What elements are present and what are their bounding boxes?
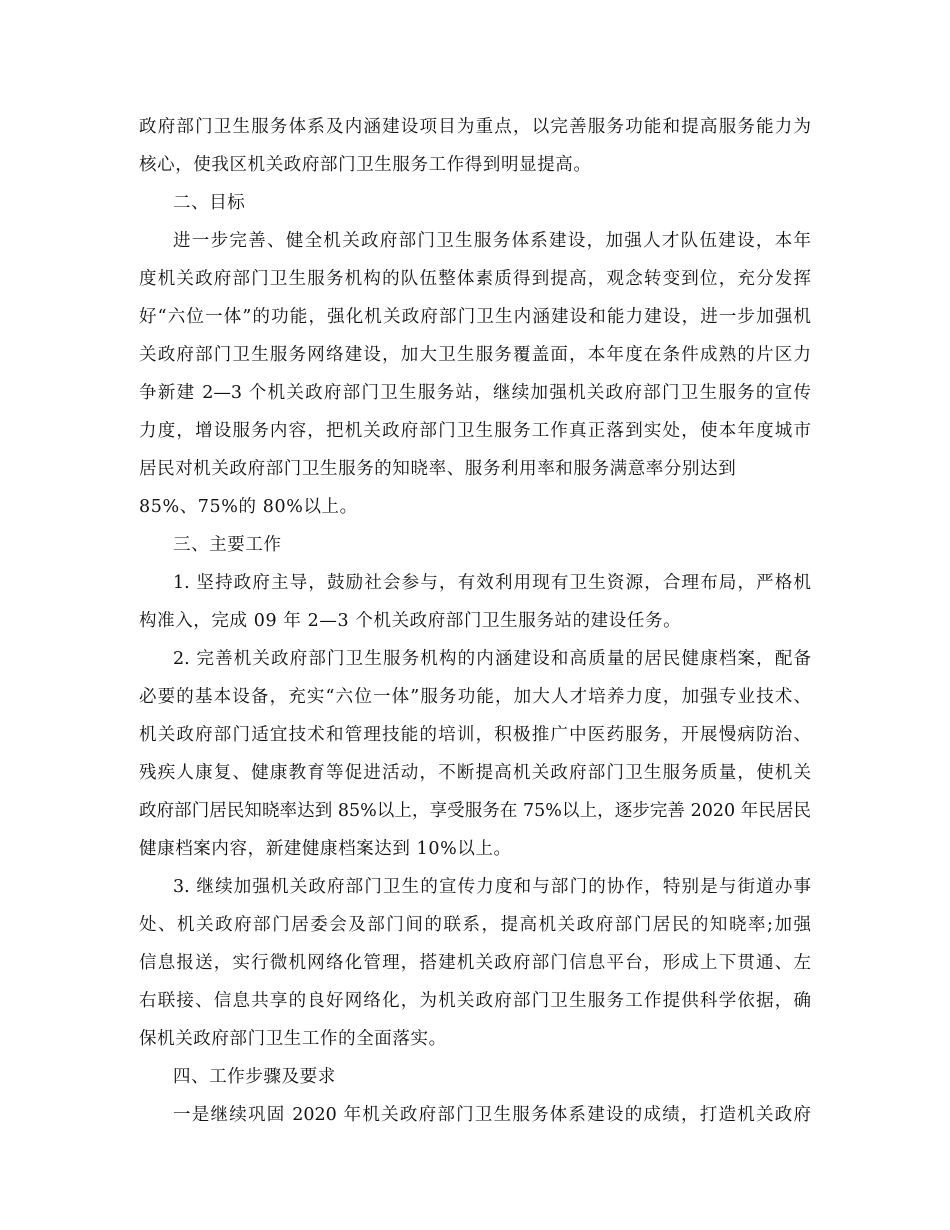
section-heading-main-work: 三、主要工作 [173, 535, 282, 555]
text-line-4: 进一步完善、健全机关政府部门卫生服务体系建设，加强人才队伍建设，本年 [173, 231, 811, 251]
text-line-6: 好“六位一体”的功能，强化机关政府部门卫生内涵建设和能力建设，进一步加强机 [139, 307, 811, 327]
text-line-27: 一是继续巩固 2020 年机关政府部门卫生服务体系建设的成绩，打造机关政府 [173, 1105, 811, 1125]
text-line-25: 保机关政府部门卫生工作的全面落实。 [139, 1029, 447, 1049]
section-heading-steps: 四、工作步骤及要求 [173, 1067, 336, 1087]
text-line-11: 85%、75%的 80%以上。 [139, 497, 358, 517]
text-line-14: 构准入，完成 09 年 2—3 个机关政府部门卫生服务站的建设任务。 [139, 611, 682, 631]
text-line-21: 3. 继续加强机关政府部门卫生的宣传力度和与部门的协作，特别是与街道办事 [173, 877, 811, 897]
text-line-24: 右联接、信息共享的良好网络化，为机关政府部门卫生服务工作提供科学依据，确 [139, 991, 811, 1011]
text-line-18: 残疾人康复、健康教育等促进活动，不断提高机关政府部门卫生服务质量，使机关 [139, 763, 811, 783]
text-line-13: 1. 坚持政府主导，鼓励社会参与，有效利用现有卫生资源，合理布局，严格机 [173, 573, 811, 593]
text-line-7: 关政府部门卫生服务网络建设，加大卫生服务覆盖面，本年度在条件成熟的片区力 [139, 345, 811, 365]
section-heading-goals: 二、目标 [173, 193, 246, 213]
text-line-9: 力度，增设服务内容，把机关政府部门卫生服务工作真正落到实处，使本年度城市 [139, 421, 811, 441]
text-line-15: 2. 完善机关政府部门卫生服务机构的内涵建设和高质量的居民健康档案，配备 [173, 649, 811, 669]
text-line-19: 政府部门居民知晓率达到 85%以上，享受服务在 75%以上，逐步完善 2020 年民居民 [139, 801, 811, 821]
text-line-23: 信息报送，实行微机网络化管理，搭建机关政府部门信息平台，形成上下贯通、左 [139, 953, 811, 973]
text-line-22: 处、机关政府部门居委会及部门间的联系，提高机关政府部门居民的知晓率;加强 [139, 915, 811, 935]
text-line-1: 政府部门卫生服务体系及内涵建设项目为重点，以完善服务功能和提高服务能力为 [139, 117, 811, 137]
text-line-5: 度机关政府部门卫生服务机构的队伍整体素质得到提高，观念转变到位，充分发挥 [139, 269, 811, 289]
text-line-10: 居民对机关政府部门卫生服务的知晓率、服务利用率和服务满意率分别达到 [139, 459, 737, 479]
text-line-20: 健康档案内容，新建健康档案达到 10%以上。 [139, 839, 512, 859]
text-line-16: 必要的基本设备，充实“六位一体”服务功能，加大人才培养力度，加强专业技术、 [139, 687, 811, 707]
text-line-17: 机关政府部门适宜技术和管理技能的培训，积极推广中医药服务，开展慢病防治、 [139, 725, 811, 745]
text-line-2: 核心，使我区机关政府部门卫生服务工作得到明显提高。 [139, 155, 592, 175]
text-line-8: 争新建 2—3 个机关政府部门卫生服务站，继续加强机关政府部门卫生服务的宣传 [139, 383, 811, 403]
